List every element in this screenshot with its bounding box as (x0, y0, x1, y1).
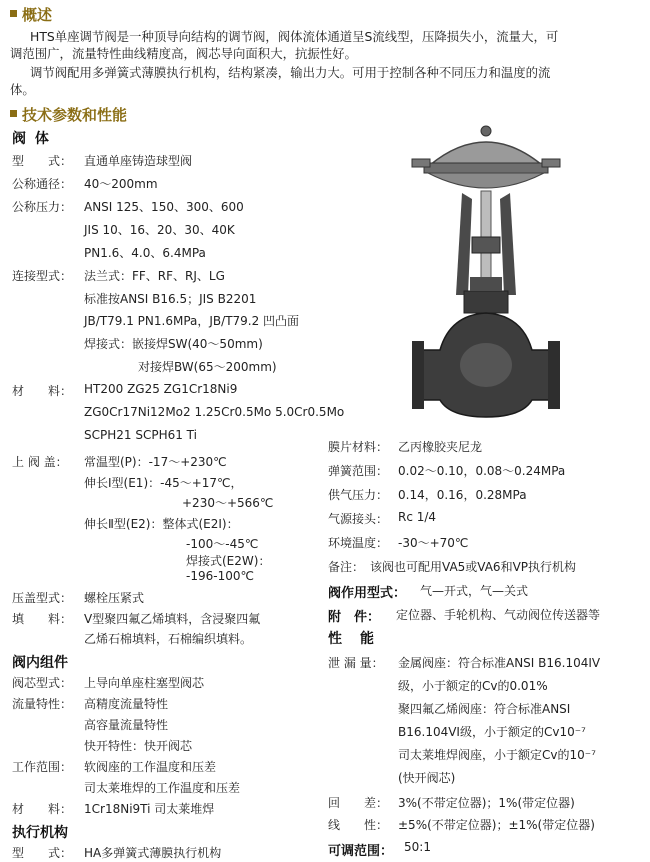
overview-p2-l2: 体。 (10, 82, 35, 97)
hyst-label: 回 差： (328, 796, 389, 810)
tech-heading (10, 104, 127, 125)
dn-label: 公称通径： (12, 177, 73, 191)
diaphragm-label: 膜片材料： (328, 440, 389, 454)
section-square-icon (10, 110, 17, 117)
flow-value-2: 高容量流量特性 (84, 718, 169, 732)
bonnet-value-6: 焊接式(E2W)： (186, 554, 271, 568)
packing-value-2: 乙烯石棉填料，石棉编织填料。 (84, 632, 253, 646)
pn-value-3: PN1.6、4.0、6.4MPa (84, 246, 206, 260)
body-title: 阀 体 (12, 131, 51, 147)
bonnet-value-7: -196-100℃ (186, 569, 254, 583)
range-value: 50:1 (404, 840, 431, 854)
bonnet-value-3: +230～+566℃ (182, 496, 274, 510)
pn-value-1: ANSI 125、150、300、600 (84, 200, 244, 214)
linear-label: 线 性： (328, 818, 389, 832)
int-material-value: 1Cr18Ni9Ti 司太莱堆焊 (84, 802, 215, 816)
actuator-flange (424, 163, 548, 173)
conn-value-5: 对接焊BW(65～200mm) (138, 360, 277, 374)
yoke-right (500, 193, 516, 295)
dn-value: 40～200mm (84, 177, 158, 191)
diaphragm-value: 乙丙橡胶夹尼龙 (398, 440, 483, 454)
actuator-lower-case (428, 173, 544, 188)
internals-title: 阀内组件 (12, 655, 68, 671)
conn-label: 连接型式： (12, 269, 73, 283)
stem-connector (472, 237, 500, 253)
overview-p2-l1: 调节阀配用多弹簧式薄膜执行机构，结构紧凑，输出力大。可用于控制各种不同压力和温度的流 (30, 65, 551, 80)
acc-value: 定位器、手轮机构、气动阀位传送器等 (396, 608, 601, 622)
packing-value-1: V型聚四氟乙烯填料，含浸聚四氟 (84, 612, 261, 626)
actuator-block (12, 822, 312, 862)
yoke-left (456, 193, 472, 295)
port-value: Rc 1/4 (398, 510, 437, 524)
tech-title: 技术参数和性能 (22, 106, 128, 124)
overview-title: 概述 (22, 6, 53, 24)
flow-value-1: 高精度流量特性 (84, 697, 169, 711)
flow-label: 流量特性： (12, 697, 73, 711)
bonnet-value-2: 伸长Ⅰ型(E1)：-45～+17℃， (84, 476, 243, 490)
vent-cap (481, 126, 491, 136)
temp-label: 工作范围： (12, 760, 73, 774)
material-value-2: ZG0Cr17Ni12Mo2 1.25Cr0.5Mo 5.0Cr0.5Mo (84, 405, 345, 419)
supply-label: 供气压力： (328, 488, 389, 502)
pn-value-2: JIS 10、16、20、30、40K (84, 223, 235, 237)
control-valve-image (410, 125, 562, 420)
conn-value-3: JB/T79.1 PN1.6MPa，JB/T79.2 凹凸面 (84, 314, 300, 328)
leak-value-2: 级，小于额定的Cv的0.01% (398, 679, 548, 693)
material-value-1: HT200 ZG25 ZG1Cr18Ni9 (84, 382, 238, 396)
note-value: 该阀也可配用VA5或VA6和VP执行机构 (370, 560, 577, 574)
leak-label: 泄 漏 量： (328, 656, 384, 670)
action-label: 阀作用型式： (328, 586, 407, 601)
range-label: 可调范围： (328, 844, 394, 859)
flow-value-3: 快开特性：快开阀芯 (84, 739, 193, 753)
act-type-label: 型 式： (12, 846, 73, 860)
bonnet-value-4: 伸长Ⅱ型(E2)：整体式(E2Ⅰ)： (84, 517, 239, 531)
gland-label: 压盖型式： (12, 591, 73, 605)
body-bulge (460, 343, 512, 387)
leak-value-1: 金属阀座：符合标准ANSI B16.104IV (398, 656, 601, 670)
actuator-title: 执行机构 (12, 825, 68, 841)
conn-value-4: 焊接式：嵌接焊SW(40～50mm) (84, 337, 263, 351)
temp-value-2: 司太莱堆焊的工作温度和压差 (84, 781, 241, 795)
type-value: 直通单座铸造球型阀 (84, 154, 193, 168)
gland-value: 螺栓压紧式 (84, 591, 145, 605)
material-label: 材 料： (12, 384, 73, 398)
lifting-lug-right (542, 159, 560, 167)
ambient-value: -30～+70℃ (398, 536, 469, 550)
leak-value-3: 聚四氟乙烯阀座：符合标准ANSI (398, 702, 571, 716)
note-label: 备注： (328, 560, 365, 574)
perf-title: 性 能 (328, 631, 376, 647)
spring-value: 0.02～0.10，0.08～0.24MPa (398, 464, 566, 478)
leak-value-5: 司太莱堆焊阀座，小于额定Cv的10⁻⁷ (398, 748, 596, 762)
bonnet-label: 上 阀 盖： (12, 455, 68, 469)
packing-nut (470, 277, 502, 291)
temp-value-1: 软阀座的工作温度和压差 (84, 760, 217, 774)
type-label: 型 式： (12, 154, 73, 168)
spring-label: 弹簧范围： (328, 464, 389, 478)
port-label: 气源接头： (328, 512, 389, 526)
conn-value-1: 法兰式：FF、RF、RJ、LG (84, 269, 225, 283)
overview-p1-l1: HTS单座调节阀是一种顶导向结构的调节阀，阀体流体通道呈S流线型，压降损失小，流量大，可 (30, 29, 559, 44)
leak-value-4: B16.104VI级，小于额定的Cv10⁻⁷ (398, 725, 586, 739)
leak-value-6: (快开阀芯) (398, 771, 456, 785)
flange-right (548, 341, 560, 409)
act-type-value: HA多弹簧式薄膜执行机构 (84, 846, 222, 860)
bonnet-value-5: -100～-45℃ (186, 537, 259, 551)
packing-label: 填 料： (12, 612, 73, 626)
hyst-value: 3%(不带定位器)；1%(带定位器) (398, 796, 575, 810)
bonnet-value-1: 常温型(P)：-17～+230℃ (84, 455, 227, 469)
bonnet-flange (464, 291, 508, 313)
material-value-3: SCPH21 SCPH61 Ti (84, 428, 197, 442)
int-material-label: 材 料： (12, 802, 73, 816)
flange-left (412, 341, 424, 409)
lifting-lug-left (412, 159, 430, 167)
linear-value: ±5%(不带定位器)；±1%(带定位器) (398, 818, 595, 832)
action-value: 气—开式，气—关式 (420, 584, 529, 598)
pn-label: 公称压力： (12, 200, 73, 214)
actuator-dome (430, 142, 542, 165)
supply-value: 0.14，0.16，0.28MPa (398, 488, 527, 502)
overview-heading (10, 4, 52, 25)
section-square-icon (10, 10, 17, 17)
plug-label: 阀芯型式： (12, 676, 73, 690)
plug-value: 上导向单座柱塞型阀芯 (84, 676, 205, 690)
ambient-label: 环境温度： (328, 536, 389, 550)
conn-value-2: 标准按ANSI B16.5；JIS B2201 (84, 292, 257, 306)
overview-p1-l2: 调范围广，流量特性曲线精度高，阀芯导向面积大，抗振性好。 (10, 46, 357, 61)
acc-label: 附 件： (328, 610, 381, 625)
